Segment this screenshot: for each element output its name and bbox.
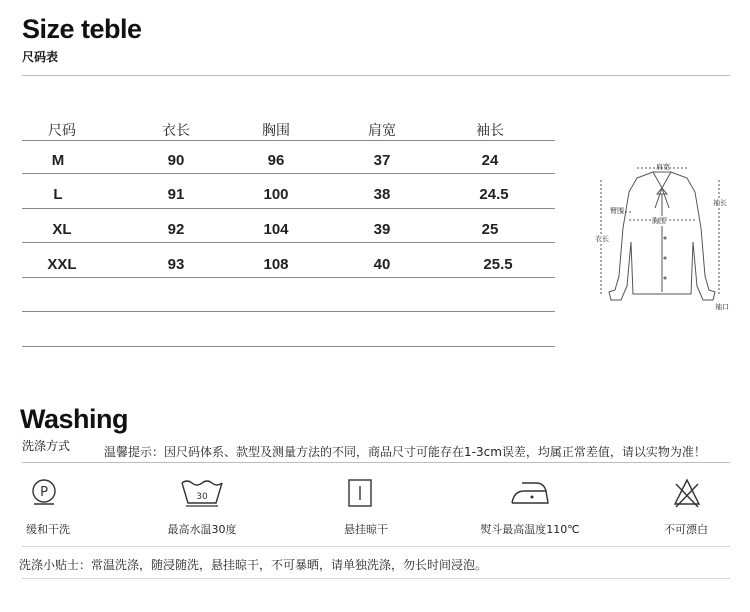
table-cell: 39 [373, 221, 391, 238]
table-cell: 92 [167, 221, 185, 238]
size-error-note: 温馨提示：因尺码体系、款型及测量方法的不同，商品尺寸可能存在1-3cm误差，均属正常差值，请以实物为准！ [104, 445, 706, 459]
section-divider [22, 578, 730, 579]
table-cell: 96 [267, 152, 285, 169]
table-cell: 100 [263, 186, 289, 203]
care-label-hang-dry: 悬挂晾干 [344, 523, 388, 536]
table-cell: 25.5 [483, 256, 513, 273]
size-subtitle: 尺码表 [22, 50, 59, 64]
table-cell: 25 [481, 221, 499, 238]
table-rule [22, 346, 555, 347]
shirt-measurement-diagram [585, 158, 735, 318]
care-label-dry-clean: 缓和干洗 [26, 523, 70, 536]
max-wash-temp-icon [180, 479, 224, 511]
wash-temp-value: 30 [196, 492, 208, 502]
washing-tips: 洗涤小贴士：常温洗涤，随浸随洗，悬挂晾干，不可暴晒，请单独洗涤，勿长时间浸泡。 [19, 558, 488, 572]
label-chest: 胸围 [652, 217, 666, 225]
label-arm: 臂围 [610, 207, 624, 215]
table-cell: 37 [373, 152, 391, 169]
table-cell: XXL [47, 256, 77, 273]
table-rule [22, 311, 555, 312]
table-cell: XL [52, 221, 72, 238]
table-rule [22, 173, 555, 174]
care-label-iron: 熨斗最高温度110℃ [480, 523, 580, 536]
table-cell: 24.5 [479, 186, 509, 203]
label-length: 衣长 [595, 235, 609, 243]
table-cell: 24 [481, 152, 499, 169]
table-cell: 93 [167, 256, 185, 273]
table-cell: 38 [373, 186, 391, 203]
iron-icon [510, 479, 550, 511]
header-length: 衣长 [162, 123, 190, 139]
label-cuff: 袖口 [715, 303, 729, 311]
hang-dry-icon [347, 478, 373, 512]
table-cell: L [53, 186, 63, 203]
table-rule [22, 242, 555, 243]
header-shoulder: 肩宽 [368, 123, 396, 139]
table-rule [22, 277, 555, 278]
header-chest: 胸围 [262, 123, 290, 139]
gentle-dry-clean-icon [31, 478, 57, 510]
section-divider [22, 75, 730, 76]
table-cell: 91 [167, 186, 185, 203]
size-title: Size teble [22, 14, 142, 44]
table-cell: 108 [263, 256, 289, 273]
washing-subtitle: 洗涤方式 [22, 439, 71, 453]
label-shoulder: 肩宽 [656, 163, 670, 171]
no-bleach-icon [673, 478, 701, 512]
table-rule [22, 208, 555, 209]
header-sleeve: 袖长 [476, 123, 504, 139]
header-size: 尺码 [48, 123, 76, 139]
section-divider [22, 462, 730, 463]
table-cell: M [51, 152, 65, 169]
label-sleeve: 袖长 [713, 199, 727, 207]
svg-text:P: P [40, 485, 48, 500]
table-cell: 40 [373, 256, 391, 273]
section-divider [22, 546, 730, 547]
table-cell: 90 [167, 152, 185, 169]
care-label-no-bleach: 不可漂白 [664, 523, 708, 536]
table-cell: 104 [263, 221, 289, 238]
table-rule [22, 140, 555, 141]
care-label-wash-temp: 最高水温30度 [167, 523, 237, 536]
washing-title: Washing [20, 404, 128, 434]
